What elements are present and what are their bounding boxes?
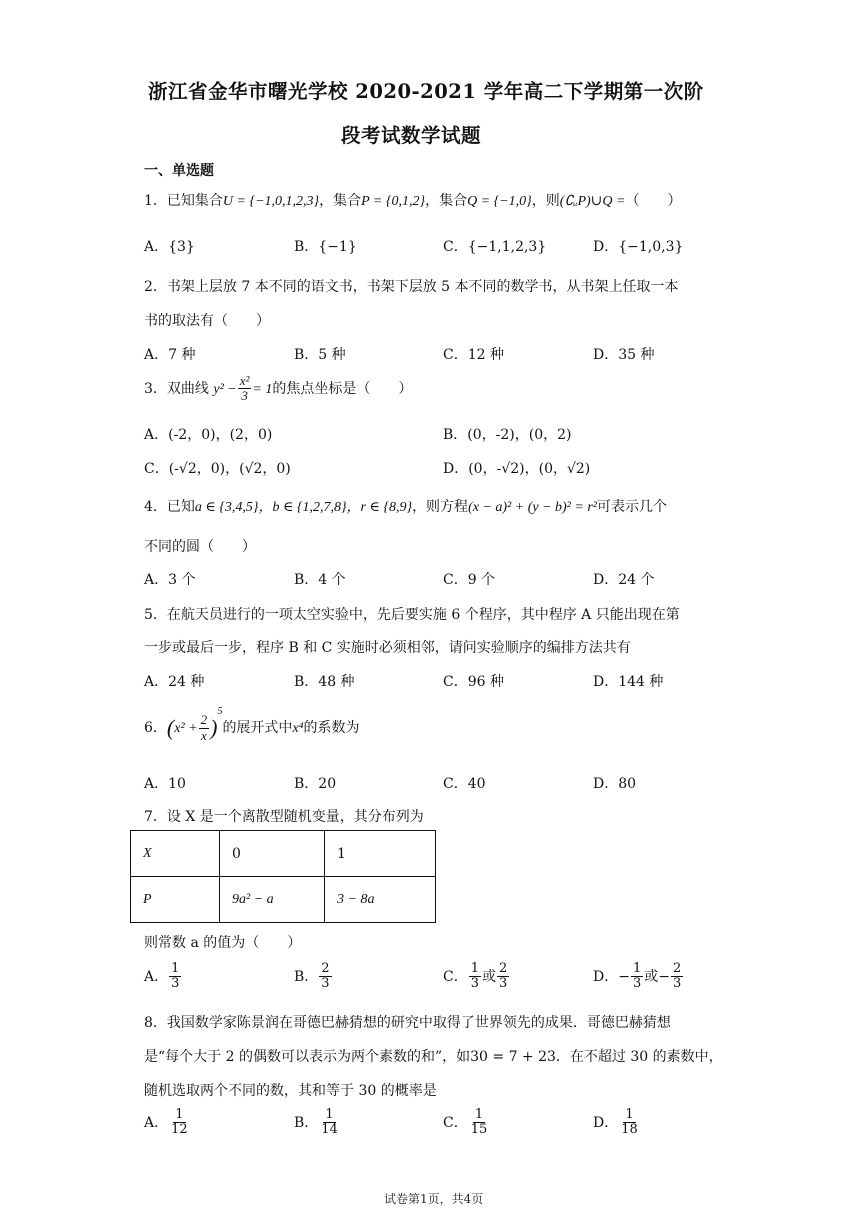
q3-option-d: D．(0，-√2)，(0，√2): [443, 461, 591, 477]
q2-option-a: A．7 种: [144, 347, 196, 363]
q1-option-b: B．{−1}: [294, 239, 357, 255]
q6-option-d: D．80: [593, 776, 637, 792]
q5-option-c: C．96 种: [443, 674, 504, 690]
question-8-line3: 随机选取两个不同的数，其和等于 30 的概率是: [144, 1083, 437, 1099]
q4-option-b: B．4 个: [294, 572, 346, 588]
q4-option-a: A．3 个: [144, 572, 196, 588]
q6-option-c: C．40: [443, 776, 486, 792]
question-5-line1: 5．在航天员进行的一项太空实验中，先后要实施 6 个程序，其中程序 A 只能出现在第: [144, 607, 680, 623]
table-cell: X: [131, 831, 220, 877]
question-8-line2: 是“每个大于 2 的偶数可以表示为两个素数的和”，如30 = 7 + 23．在不超过 30 的素数中，: [144, 1049, 723, 1065]
question-6: 6．(x² + $\frac{2}{x}$ )$^5$的展开式中x⁴的系数为: [144, 706, 360, 743]
q7-option-b: B． $\frac{2}{3}$: [294, 961, 330, 992]
question-4-line2: 不同的圆（ ）: [144, 539, 256, 555]
q6-option-a: A．10: [144, 776, 186, 792]
q8-option-d: D． $\frac{1}{18}$: [593, 1107, 638, 1138]
table-cell: P: [131, 877, 220, 923]
distribution-table: [130, 830, 436, 923]
page-title-line2: 段考试数学试题: [341, 124, 482, 147]
question-3: 3．双曲线 y² − $\frac{\text{x²}}{3}$ = 1的焦点坐标是（ ）: [144, 373, 413, 404]
q7-option-d: D．− $\frac{1}{3}$ 或− $\frac{2}{3}$: [593, 961, 682, 992]
q8-option-a: A． $\frac{1}{12}$: [144, 1107, 188, 1138]
q5-option-d: D．144 种: [593, 674, 664, 690]
page-footer: 试卷第1页，共4页: [384, 1192, 484, 1206]
question-2-line2: 书的取法有（ ）: [144, 313, 270, 329]
q1-option-a: A．{3}: [144, 239, 195, 255]
question-8-line1: 8．我国数学家陈景润在哥德巴赫猜想的研究中取得了世界领先的成果．哥德巴赫猜想: [144, 1015, 671, 1031]
q6-option-b: B．20: [294, 776, 337, 792]
question-5-line2: 一步或最后一步，程序 B 和 C 实施时必须相邻，请问实验顺序的编排方法共有: [144, 640, 631, 656]
q7-option-a: A． $\frac{1}{3}$: [144, 961, 180, 992]
q1-option-c: C．{−1,1,2,3}: [443, 239, 547, 255]
q8-option-b: B． $\frac{1}{14}$: [294, 1107, 338, 1138]
q5-option-b: B．48 种: [294, 674, 355, 690]
question-7-line2: 则常数 a 的值为（ ）: [144, 935, 302, 951]
q3-option-b: B．(0，-2)，(0，2): [443, 427, 572, 443]
table-cell: 3 − 8a: [325, 877, 436, 923]
q2-option-b: B．5 种: [294, 347, 346, 363]
question-4-line1: 4．已知a ∈ {3,4,5}，b ∈ {1,2,7,8}，r ∈ {8,9}，则方程(x − a)² + (y − b)² = r²可表示几个: [144, 499, 667, 515]
q3-option-c: C．(-√2，0)，(√2，0): [144, 461, 291, 477]
q3-option-a: A．(-2，0)，(2，0): [144, 427, 273, 443]
q4-option-c: C．9 个: [443, 572, 496, 588]
table-cell: 0: [220, 831, 325, 877]
table-cell: 9a² − a: [220, 877, 325, 923]
section-heading: 一、单选题: [144, 163, 214, 179]
q4-option-d: D．24 个: [593, 572, 655, 588]
table-row: [131, 831, 436, 877]
question-1: 1．已知集合U = {−1,0,1,2,3}，集合P = {0,1,2}，集合Q = {−1,0}，则(∁ᵤP)∪Q =（ ）: [144, 193, 682, 209]
q5-option-a: A．24 种: [144, 674, 205, 690]
q2-option-d: D．35 种: [593, 347, 655, 363]
table-row: [131, 877, 436, 923]
q7-option-c: C． $\frac{1}{3}$ 或 $\frac{2}{3}$: [443, 961, 508, 992]
q8-option-c: C． $\frac{1}{15}$: [443, 1107, 488, 1138]
q2-option-c: C．12 种: [443, 347, 504, 363]
q1-option-d: D．{−1,0,3}: [593, 239, 684, 255]
question-2-line1: 2．书架上层放 7 本不同的语文书，书架下层放 5 本不同的数学书，从书架上任取一本: [144, 279, 679, 295]
page-title-line1: 浙江省金华市曙光学校 2020-2021 学年高二下学期第一次阶: [148, 80, 704, 103]
question-7-line1: 7．设 X 是一个离散型随机变量，其分布列为: [144, 809, 424, 825]
table-cell: 1: [325, 831, 436, 877]
